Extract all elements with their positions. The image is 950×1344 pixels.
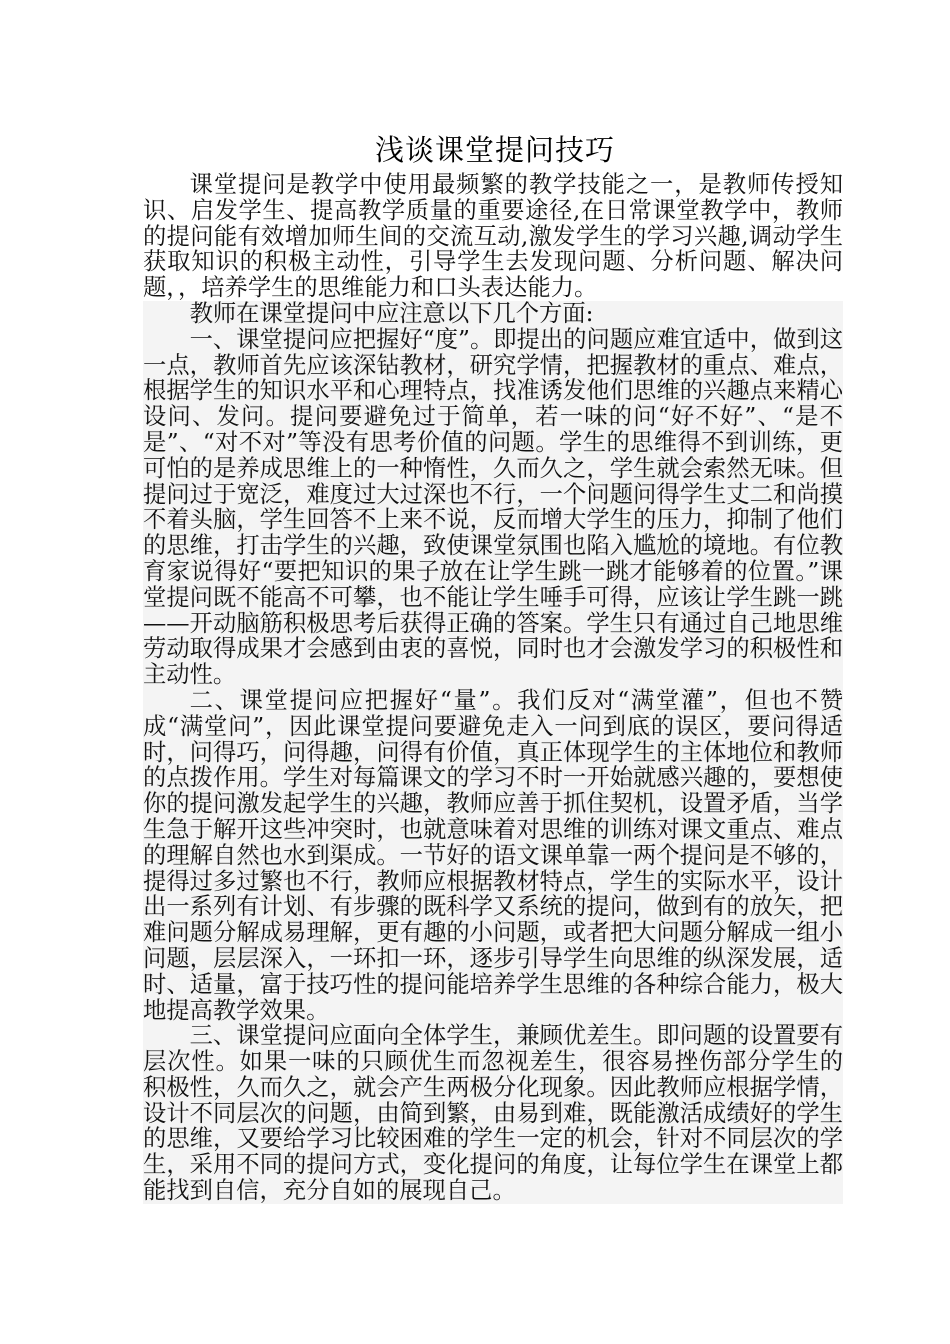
section-one-paragraph: 一、课堂提问应把握好“度”。即提出的问题应难宜适中，做到这一点，教师首先应该深钻教材，研究学情，把握教材的重点、难点，根据学生的知识水平和心理特点，找准诱发他们思维的兴趣点来精心设问、发问。提问要避免过于简单，若一味的问“好不好”、“是不是”、“对不对”等没有思考价值的问题。学生的思维得不到训练，更可怕的是养成思维上的一种惰性，久而久之，学生就会索然无味。但提问过于宽泛，难度过大过深也不行，一个问题问得学生丈二和尚摸不着头脑，学生回答不上来不说，反而增大学生的压力，抑制了他们的思维，打击学生的兴趣，致使课堂氛围也陷入尴尬的境地。有位教育家说得好“要把知识的果子放在让学生跳一跳才能够着的位置。”课堂提问既不能高不可攀，也不能让学生唾手可得，应该让学生跳一跳——开动脑筋积极思考后获得正确的答案。学生只有通过自己地思维劳动取得成果才会感到由衷的喜悦，同时也才会激发学习的积极性和主动性。 <box>143 325 843 689</box>
section-three-paragraph: 三、课堂提问应面向全体学生，兼顾优差生。即问题的设置要有层次性。如果一味的只顾优生而忽视差生，很容易挫伤部分学生的 积极性，久而久之，就会产生两极分化现象。因此教师应根据学情，设计不同层次的问题，由简到繁，由易到难，既能激活成绩好的学生的思维，又要给学习比较困难的学生一定的机会，针对不同层次的学生，采用不同的提问方式，变化提问的角度，让每位学生在课堂上都能找到自信，充分自如的展现自己。 <box>143 1022 843 1205</box>
section-two-paragraph: 二、课堂提问应把握好“量”。我们反对“满堂灌”，但也不赞成“满堂问”，因此课堂提问要避免走入一问到底的误区，要问得适时，问得巧，问得趣，问得有价值，真正体现学生的主体地位和教师的点拨作用。学生对每篇课文的学习不时一开始就感兴趣的，要想使你的提问激发起学生的兴趣，教师应善于抓住契机，设置矛盾，当学生急于解开这些冲突时，也就意味着对思维的训练对课文重点、难点的理解自然也水到渠成。一节好的语文课单靠一两个提问是不够的，提得过多过繁也不行，教师应根据教材特点，学生的实际水平，设计出一系列有计划、有步骤的既科学又系统的提问，做到有的放矢，把难问题分解成易理解，更有趣的小问题，或者把大问题分解成一组小问题，层层深入，一环扣一环，逐步引导学生向思维的纵深发展，适时、适量，富于技巧性的提问能培养学生思维的各种综合能力，极大地提高教学效果。 <box>143 686 843 1024</box>
intro-paragraph: 课堂提问是教学中使用最频繁的教学技能之一，是教师传授知识、启发学生、提高教学质量的重要途径,在日常课堂教学中，教师的提问能有效增加师生间的交流互动,激发学生的学习兴趣,调动学生获取知识的积极主动性，引导学生去发现问题、分析问题、解决问题，，培养学生的思维能力和口头表达能力。 <box>143 171 843 302</box>
lead-in-paragraph: 教师在课堂提问中应注意以下几个方面: <box>143 301 843 327</box>
document-body <box>143 172 843 1204</box>
document-title: 浅谈课堂提问技巧 <box>374 133 615 167</box>
